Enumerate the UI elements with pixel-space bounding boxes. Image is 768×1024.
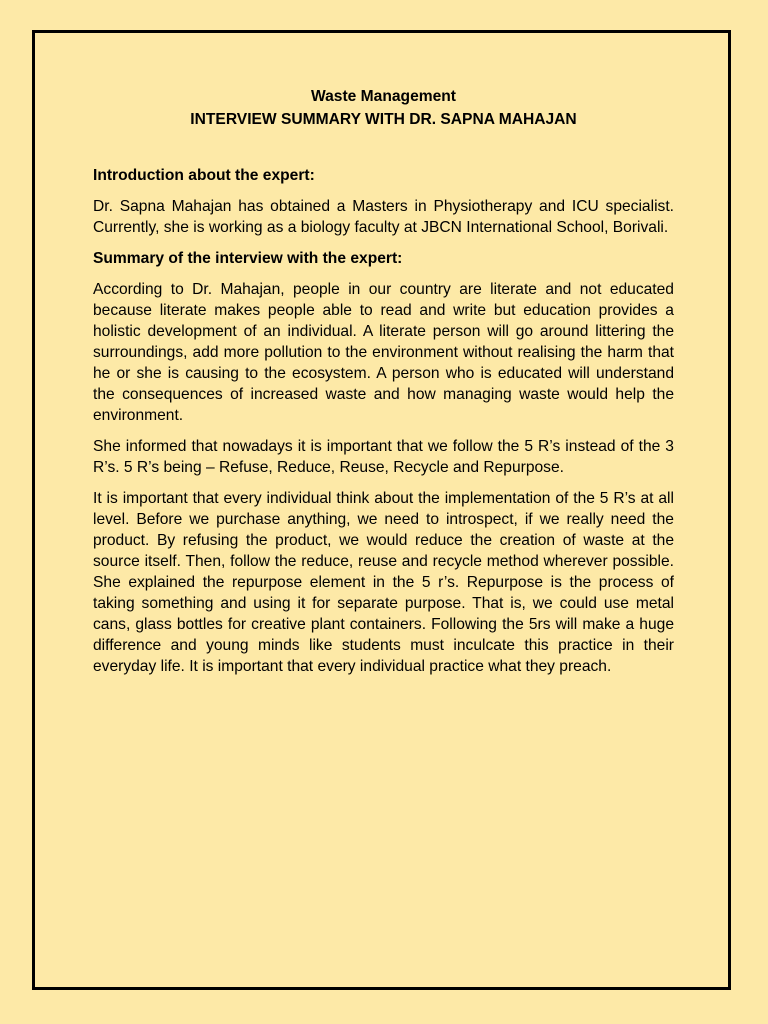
- summary-paragraph-3: It is important that every individual think about the implementation of the 5 R’s at all level. Before we purchase anything, we need to introspect, if we really need the product. By refusing the product, we would reduce the creation of waste at the source itself. Then, follow the reduce, reuse and recycle method wherever possible. She explained the repurpose element in the 5 r’s. Repurpose is the process of taking something and using it for separate purpose. That is, we could use metal cans, glass bottles for creative plant containers. Following the 5rs will make a huge difference and young minds like students must inculcate this practice in their everyday life. It is important that every individual practice what they preach.: [93, 490, 674, 675]
- document-subtitle: INTERVIEW SUMMARY WITH DR. SAPNA MAHAJAN: [190, 111, 577, 128]
- intro-paragraph: Dr. Sapna Mahajan has obtained a Masters in Physiotherapy and ICU specialist. Currently, she is working as a biology faculty at JBCN International School, Borivali.: [93, 198, 674, 236]
- summary-paragraph-1: According to Dr. Mahajan, people in our country are literate and not educated because literate makes people able to read and write but education provides a holistic development of an individual. A literate person will go around littering the surroundings, add more pollution to the environment without realising the harm that he or she is causing to the ecosystem. A person who is educated will understand the consequences of increased waste and how managing waste would help the environment.: [93, 281, 674, 424]
- intro-heading: Introduction about the expert:: [93, 167, 315, 184]
- summary-heading: Summary of the interview with the expert:: [93, 250, 403, 267]
- summary-paragraph-2: She informed that nowadays it is important that we follow the 5 R’s instead of the 3 R’s. 5 R’s being – Refuse, Reduce, Reuse, Recycle and Repurpose.: [93, 438, 674, 476]
- document-body: [93, 86, 674, 677]
- document-title: Waste Management: [311, 88, 456, 105]
